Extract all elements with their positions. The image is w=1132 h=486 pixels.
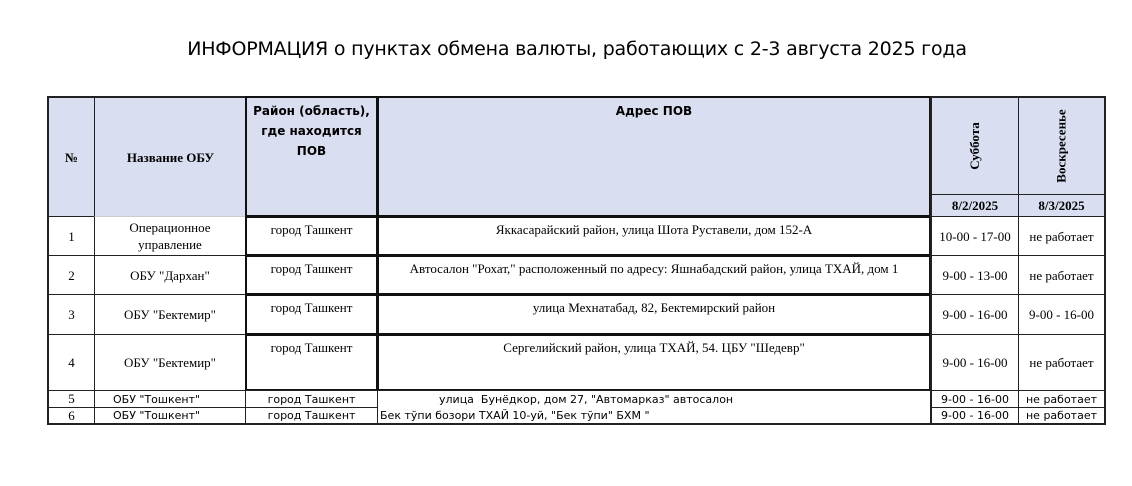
table-row-1-saturday: 10-00 - 17-00 (930, 216, 1019, 256)
saturday-date: 8/2/2025 (951, 197, 999, 213)
table-row-1-sunday: не работает (1018, 216, 1106, 256)
header-name (94, 96, 246, 217)
header-address-label: Адрес ПОВ (615, 104, 693, 118)
table-row-4-saturday: 9-00 - 16-00 (930, 334, 1019, 391)
table-row-1-address: Яккасарайский район, улица Шота Руставели, дом 152-А (377, 216, 931, 256)
table-row-6-sunday: не работает (1018, 407, 1106, 425)
sunday-date: 8/3/2025 (1038, 197, 1085, 213)
table-row-3-district: город Ташкент (245, 294, 378, 335)
header-saturday-date (930, 194, 1019, 217)
table-row-2-num: 2 (47, 255, 95, 295)
table-row-2-sunday: не работает (1018, 255, 1106, 295)
table-row-1-district: город Ташкент (245, 216, 378, 256)
header-district-label: Район (область), где находится ПОВ (253, 104, 370, 158)
table-row-5-address: улица Бунёдкор, дом 27, "Автомарказ" автосалон (377, 390, 931, 408)
table-row-6-address: Бек тўпи бозори ТХАЙ 10-уй, "Бек тўпи" БХМ " (377, 407, 931, 425)
table-row-2-district: город Ташкент (245, 255, 378, 295)
header-sunday-label: Воскресенье (1053, 109, 1069, 183)
table-row-4-address: Сергелийский район, улица ТХАЙ, 54. ЦБУ "Шедевр" (377, 334, 931, 391)
header-sunday-date (1018, 194, 1106, 217)
document-title: ИНФОРМАЦИЯ о пунктах обмена валюты, работающих с 2-3 августа 2025 года (187, 38, 967, 60)
table-row-3-name: ОБУ "Бектемир" (94, 294, 246, 335)
table-row-1-num: 1 (47, 216, 95, 256)
table-row-5-saturday: 9-00 - 16-00 (930, 390, 1019, 408)
table-row-6-district: город Ташкент (245, 407, 378, 425)
table-row-5-district: город Ташкент (245, 390, 378, 408)
table-row-3-sunday: 9-00 - 16-00 (1018, 294, 1106, 335)
table-row-5-num: 5 (47, 390, 95, 408)
header-num-label: № (64, 149, 79, 165)
header-saturday-label: Суббота (966, 122, 982, 170)
header-name-label: Название ОБУ (126, 149, 215, 165)
table-row-5-sunday: не работает (1018, 390, 1106, 408)
table-row-2-saturday: 9-00 - 13-00 (930, 255, 1019, 295)
table-row-5-name: ОБУ "Тошкент" (94, 390, 246, 408)
row-1-name-text: Операционное управление (129, 220, 211, 252)
table-row-1-name (94, 216, 246, 256)
table-row-3-address: улица Мехнатабад, 82, Бектемирский район (377, 294, 931, 335)
table-row-3-saturday: 9-00 - 16-00 (930, 294, 1019, 335)
header-district (245, 96, 378, 217)
table-row-4-sunday: не работает (1018, 334, 1106, 391)
table-row-2-name: ОБУ "Дархан" (94, 255, 246, 295)
table-row-6-name: ОБУ "Тошкент" (94, 407, 246, 425)
header-address (377, 96, 931, 217)
table-row-4-num: 4 (47, 334, 95, 391)
table-row-4-name: ОБУ "Бектемир" (94, 334, 246, 391)
header-num (47, 96, 95, 217)
table-row-6-num: 6 (47, 407, 95, 425)
header-saturday (930, 96, 1019, 195)
header-sunday (1018, 96, 1106, 195)
exchange-points-table (47, 96, 1106, 425)
table-row-3-num: 3 (47, 294, 95, 335)
table-row-6-saturday: 9-00 - 16-00 (930, 407, 1019, 425)
table-row-2-address: Автосалон "Рохат," расположенный по адресу: Яшнабадский район, улица ТХАЙ, дом 1 (377, 255, 931, 295)
table-row-4-district: город Ташкент (245, 334, 378, 391)
